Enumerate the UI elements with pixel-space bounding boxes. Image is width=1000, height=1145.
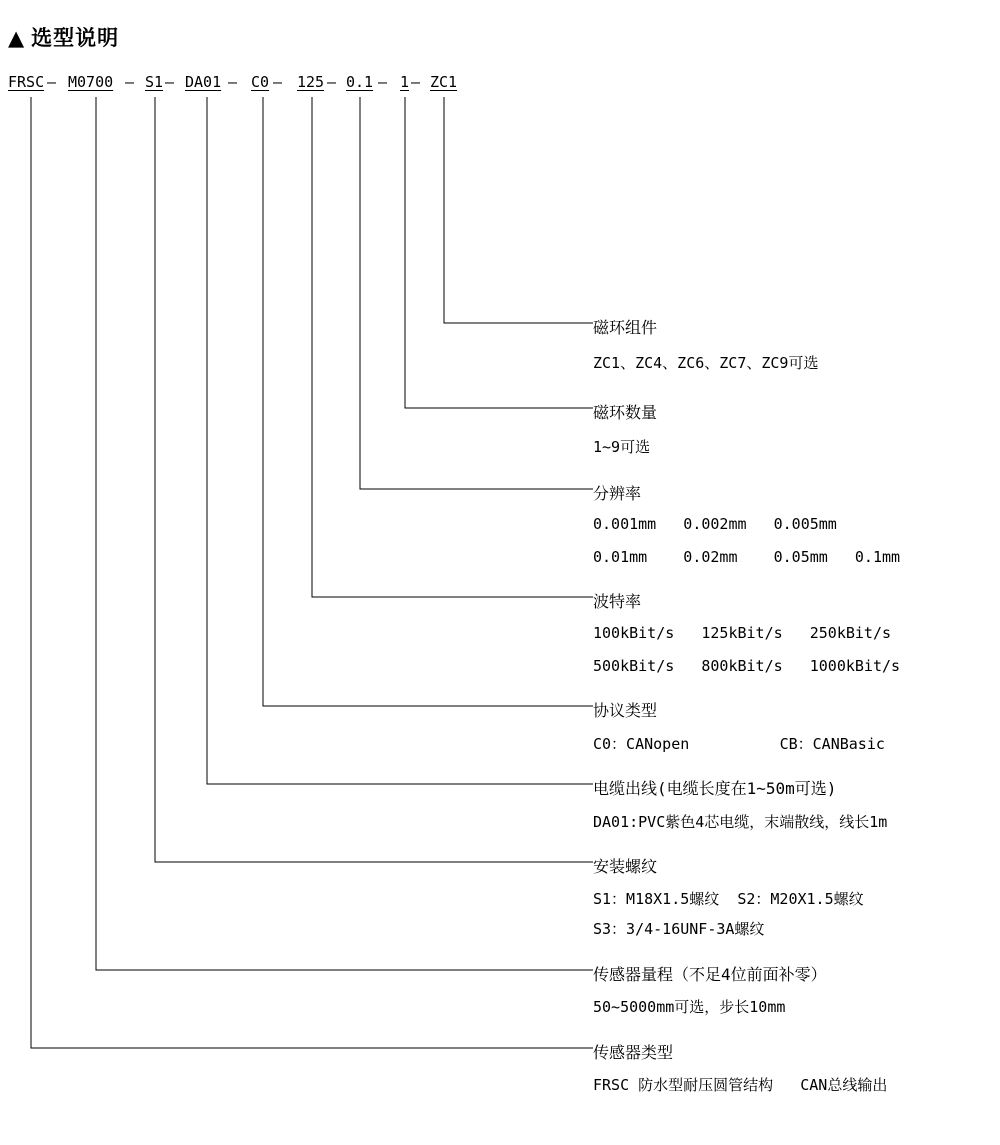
leader-line-baudrate [312,97,593,597]
code-segment-thread: S1 [145,73,164,91]
field-label-magnet: 磁环组件 [593,318,658,337]
code-separator: — [411,73,421,91]
leader-line-magnet [444,97,593,323]
code-segment-resolution: 0.1 [346,73,374,91]
code-segment-magnet: ZC1 [430,73,458,91]
field-desc-magnet-count: 1~9可选 [593,438,651,456]
leader-line-thread [155,97,593,862]
field-label-protocol: 协议类型 [593,701,658,720]
code-segment-cable: DA01 [185,73,222,91]
code-segment-range: M0700 [68,73,114,91]
leader-line-range [96,97,593,970]
code-segment-baudrate: 125 [297,73,325,91]
field-desc-magnet: ZC1、ZC4、ZC6、ZC7、ZC9可选 [593,354,819,372]
code-segment-magnet-count: 1 [400,73,410,91]
field-desc-range: 50~5000mm可选，步长10mm [593,998,786,1016]
field-label-cable: 电缆出线(电缆长度在1~50m可选) [593,779,837,798]
code-segment-type: FRSC [8,73,45,91]
section-title-text: 选型说明 [31,26,120,50]
field-desc-resolution-2: 0.01mm 0.02mm 0.05mm 0.1mm [593,548,901,566]
field-label-magnet-count: 磁环数量 [593,403,658,422]
code-separator: — [273,73,283,91]
field-desc-thread-2: S3：3/4-16UNF-3A螺纹 [593,920,765,938]
code-segment-protocol: C0 [251,73,270,91]
field-desc-cable: DA01:PVC紫色4芯电缆，末端散线，线长1m [593,813,888,831]
field-label-range: 传感器量程（不足4位前面补零） [593,965,827,984]
code-separator: — [378,73,388,91]
field-label-baudrate: 波特率 [593,592,642,611]
field-desc-protocol: C0：CANopen CB：CANBasic [593,735,885,753]
code-separator: — [228,73,238,91]
leader-line-magnet-count [405,97,593,408]
code-separator: — [47,73,57,91]
code-separator: — [327,73,337,91]
field-label-type: 传感器类型 [593,1043,674,1062]
field-label-thread: 安装螺纹 [593,857,658,876]
code-separator: — [165,73,175,91]
field-desc-baudrate-1: 100kBit/s 125kBit/s 250kBit/s [593,624,892,642]
field-desc-type: FRSC 防水型耐压圆管结构 CAN总线输出 [593,1076,888,1094]
field-desc-resolution-1: 0.001mm 0.002mm 0.005mm [593,515,837,533]
field-desc-baudrate-2: 500kBit/s 800kBit/s 1000kBit/s [593,657,901,675]
triangle-up-icon: ▲ [8,26,26,50]
leader-line-cable [207,97,593,784]
field-label-resolution: 分辨率 [593,484,642,503]
code-separator: — [125,73,135,91]
leader-line-resolution [360,97,593,489]
field-desc-thread-1: S1：M18X1.5螺纹 S2：M20X1.5螺纹 [593,890,864,908]
